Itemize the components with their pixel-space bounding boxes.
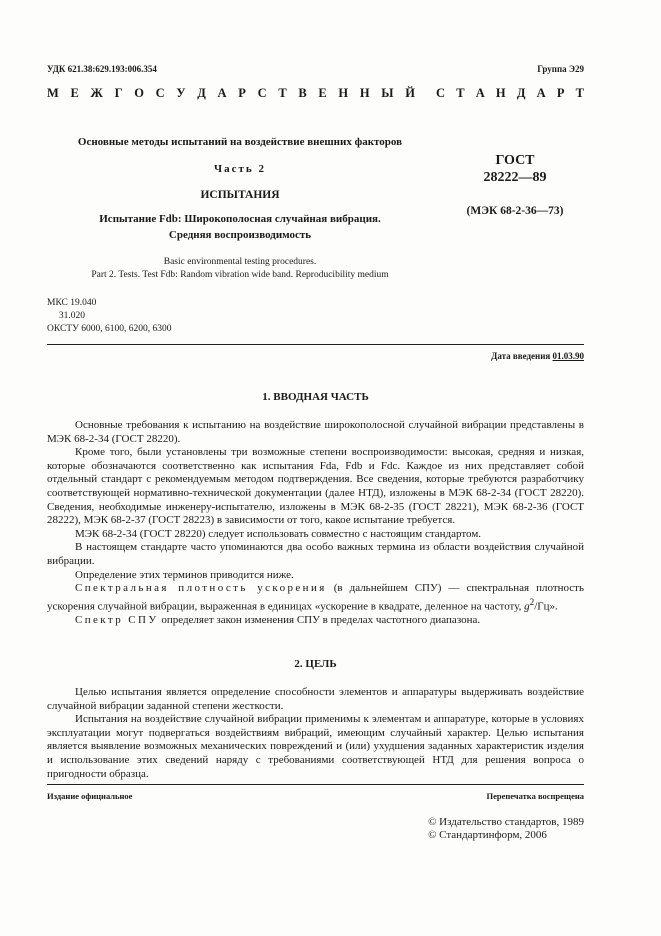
series-title: Основные методы испытаний на воздействие внешних факторов bbox=[77, 136, 403, 148]
section1-paragraph: Кроме того, были установлены три возможные степени воспроизводимости: высокая, средняя и низкая, которые обозначаются соответственно как испытания Fda, Fdb и Fdc. Каждое из них представляет собой отдельный стандарт с рекомендуемым методом подтверждения. Все сведения, которые требуются разработчику соответствующей нормативно-технической документации (далее НТД), изложены в МЭК 68-2-34 (ГОСТ 28220). Сведения, необходимые инженеру-испытателю, изложены в МЭК 68-2-35 (ГОСТ 28221), МЭК 68-2-36 (ГОСТ 28222), МЭК 68-2-37 (ГОСТ 28223) в зависимости от того, какое испытание требуется. bbox=[47, 446, 584, 527]
section1-heading: 1. ВВОДНАЯ ЧАСТЬ bbox=[262, 391, 369, 403]
banner-letter: О bbox=[134, 86, 144, 100]
tests-heading: ИСПЫТАНИЯ bbox=[200, 189, 280, 201]
section2-paragraph: Целью испытания является определение способности элементов и аппаратуры выдерживать воздействие случайной вибрации заданной степени жесткости. bbox=[47, 686, 584, 712]
effective-date bbox=[491, 351, 584, 361]
banner-letter: Т bbox=[278, 86, 287, 100]
section2-body bbox=[47, 686, 584, 781]
banner-letter: Р bbox=[238, 86, 246, 100]
effective-date-value: 01.03.90 bbox=[552, 351, 584, 361]
group-code: Группа Э29 bbox=[537, 64, 584, 74]
banner-letter: Ж bbox=[90, 86, 103, 100]
banner-word-standard bbox=[436, 86, 584, 102]
banner-letter: А bbox=[536, 86, 546, 100]
banner-letter: Н bbox=[338, 86, 349, 100]
test-title-line2: Средняя воспроизводимость bbox=[168, 229, 312, 241]
banner-letter: С bbox=[257, 86, 267, 100]
reprint-note: Перепечатка воспрещена bbox=[486, 791, 584, 801]
divider-bottom bbox=[47, 784, 584, 785]
banner-letter: Д bbox=[516, 86, 526, 100]
section2-paragraph: Испытания на воздействие случайной вибрации применимы к элементам и аппаратуре, которые в условиях эксплуатации могут подвергаться воздействиям вибраций, имеющим случайный характер. Целью испытания является выявление возможных механических повреждений и (или) ухудшения заданных характеристик изделия и использование этих сведений наряду с требованиями соответствующей НТД для решения вопроса о пригодности образца. bbox=[47, 713, 584, 780]
banner-letter: Н bbox=[495, 86, 506, 100]
term-psd: Спектральная плотность ускорения bbox=[75, 582, 327, 595]
mks-code-2: 31.020 bbox=[47, 311, 85, 321]
section1-paragraph-psd bbox=[47, 582, 584, 614]
effective-date-label: Дата введения bbox=[491, 351, 551, 361]
copyright-line1: © Издательство стандартов, 1989 bbox=[428, 816, 584, 828]
standard-banner bbox=[47, 86, 584, 102]
banner-letter: Ы bbox=[381, 86, 394, 100]
banner-letter: Д bbox=[197, 86, 206, 100]
english-title-line2: Part 2. Tests. Test Fdb: Random vibration wide band. Reproducibility medium bbox=[91, 270, 389, 280]
classification-codes bbox=[47, 297, 171, 336]
english-title-line1: Basic environmental testing procedures. bbox=[163, 257, 317, 267]
okstu-code: ОКСТУ 6000, 6100, 6200, 6300 bbox=[47, 324, 172, 334]
section1-paragraph: Определение этих терминов приводится ниже. bbox=[75, 568, 294, 581]
iec-reference: (МЭК 68-2-36—73) bbox=[466, 205, 564, 217]
edition-note: Издание официальное bbox=[47, 791, 133, 801]
psd-definition: (в дальнейшем СПУ) — спектральная плотность ускорения случайной вибрации, выраженная в единицах «ускорение в квадрате, деленное на частоту, bbox=[47, 582, 585, 613]
banner-letter: Т bbox=[575, 86, 584, 100]
udk-code: УДК 621.38:629.193:006.354 bbox=[47, 64, 157, 74]
divider-top bbox=[47, 344, 584, 345]
banner-letter: А bbox=[217, 86, 227, 100]
unit-tail: /Гц». bbox=[534, 600, 558, 613]
mks-code-1: МКС 19.040 bbox=[47, 298, 97, 308]
gost-number: 28222—89 bbox=[483, 170, 547, 185]
section1-paragraph: МЭК 68-2-34 (ГОСТ 28220) следует использовать совместно с настоящим стандартом. bbox=[75, 527, 482, 540]
copyright-line2: © Стандартинформ, 2006 bbox=[428, 829, 547, 841]
unit-exponent: 2 bbox=[529, 596, 535, 607]
banner-letter: С bbox=[436, 86, 446, 100]
banner-letter: В bbox=[298, 86, 307, 100]
section1-body bbox=[47, 419, 584, 628]
banner-word-interstate bbox=[47, 86, 415, 102]
banner-letter: С bbox=[155, 86, 165, 100]
banner-letter: Г bbox=[114, 86, 123, 100]
gost-designation bbox=[445, 152, 585, 217]
banner-letter: Т bbox=[456, 86, 465, 100]
section1-paragraph: В настоящем стандарте часто упоминаются два особо важных термина из области воздействия случайной вибрации. bbox=[47, 541, 584, 567]
spectrum-definition: определяет закон изменения СПУ в пределах частотного диапазона. bbox=[161, 613, 481, 626]
banner-letter: Н bbox=[359, 86, 370, 100]
section2-heading: 2. ЦЕЛЬ bbox=[294, 658, 337, 670]
term-spectrum: Спектр СПУ bbox=[75, 613, 159, 626]
banner-letter: Й bbox=[405, 86, 415, 100]
banner-letter: Е bbox=[70, 86, 79, 100]
section1-paragraph-spectrum bbox=[47, 614, 584, 628]
part-label: Часть 2 bbox=[214, 163, 266, 175]
banner-letter: М bbox=[47, 86, 59, 100]
banner-letter: У bbox=[176, 86, 186, 100]
copyright-block bbox=[428, 816, 584, 842]
section1-paragraph: Основные требования к испытанию на воздействие широкополосной случайной вибрации представлены в МЭК 68-2-34 (ГОСТ 28220). bbox=[47, 419, 584, 445]
test-title-line1: Испытание Fdb: Широкополосная случайная вибрация. bbox=[99, 213, 381, 225]
banner-letter: А bbox=[475, 86, 485, 100]
banner-letter: Е bbox=[318, 86, 327, 100]
banner-letter: Р bbox=[556, 86, 565, 100]
gost-label: ГОСТ bbox=[495, 153, 535, 168]
unit-g: g bbox=[524, 600, 530, 613]
